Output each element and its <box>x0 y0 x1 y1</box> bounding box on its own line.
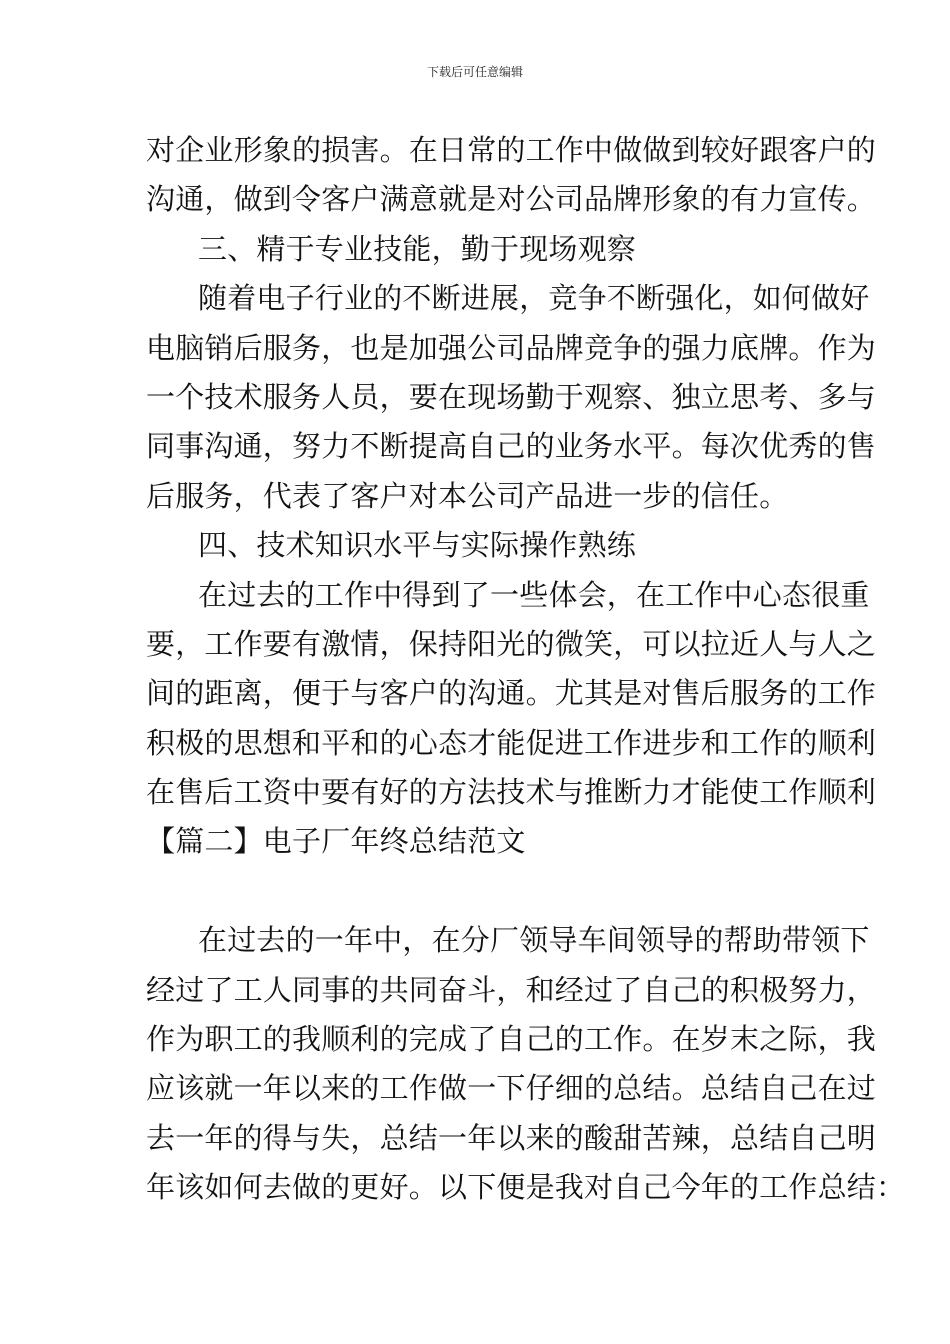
paragraph-line: 一个技术服务人员，要在现场勤于观察、独立思考、多与 <box>146 379 877 414</box>
paragraph-line: 经过了工人同事的共同奋斗，和经过了自己的积极努力， <box>146 972 877 1007</box>
paragraph-line: 作为职工的我顺利的完成了自己的工作。在岁末之际，我 <box>146 1022 877 1057</box>
section-heading-4: 四、技术知识水平与实际操作熟练 <box>198 528 637 563</box>
blank-line <box>146 867 816 916</box>
paragraph-line: 积极的思想和平和的心态才能促进工作进步和工作的顺利 <box>146 725 877 760</box>
page-header: 下载后可任意编辑 <box>426 65 523 79</box>
paragraph-line: 对企业形象的损害。在日常的工作中做做到较好跟客户的 <box>146 133 877 167</box>
paragraph-line: 沟通，做到令客户满意就是对公司品牌形象的有力宣传。 <box>146 182 877 217</box>
paragraph-line: 后服务，代表了客户对本公司产品进一步的信任。 <box>146 478 789 513</box>
section-heading-3: 三、精于专业技能，勤于现场观察 <box>198 231 637 266</box>
paragraph-line: 随着电子行业的不断进展，竞争不断强化，如何做好 <box>198 281 870 316</box>
article-title: 【篇二】电子厂年终总结范文 <box>146 824 526 859</box>
paragraph-line: 在售后工资中要有好的方法技术与推断力才能使工作顺利 <box>146 775 877 810</box>
paragraph-line: 应该就一年以来的工作做一下仔细的总结。总结自己在过 <box>146 1071 877 1106</box>
paragraph-line: 去一年的得与失，总结一年以来的酸甜苦辣，总结自己明 <box>146 1120 877 1155</box>
paragraph-line: 在过去的工作中得到了一些体会，在工作中心态很重 <box>198 577 870 612</box>
document-body <box>146 126 906 1213</box>
paragraph-line: 年该如何去做的更好。以下便是我对自己今年的工作总结： <box>146 1170 906 1205</box>
paragraph-line: 在过去的一年中，在分厂领导车间领导的帮助带领下 <box>198 923 870 958</box>
paragraph-line: 间的距离，便于与客户的沟通。尤其是对售后服务的工作 <box>146 676 877 711</box>
paragraph-line: 要，工作要有激情，保持阳光的微笑，可以拉近人与人之 <box>146 626 877 661</box>
paragraph-line: 电脑销后服务，也是加强公司品牌竞争的强力底牌。作为 <box>146 330 877 365</box>
paragraph-line: 同事沟通，努力不断提高自己的业务水平。每次优秀的售 <box>146 429 877 464</box>
